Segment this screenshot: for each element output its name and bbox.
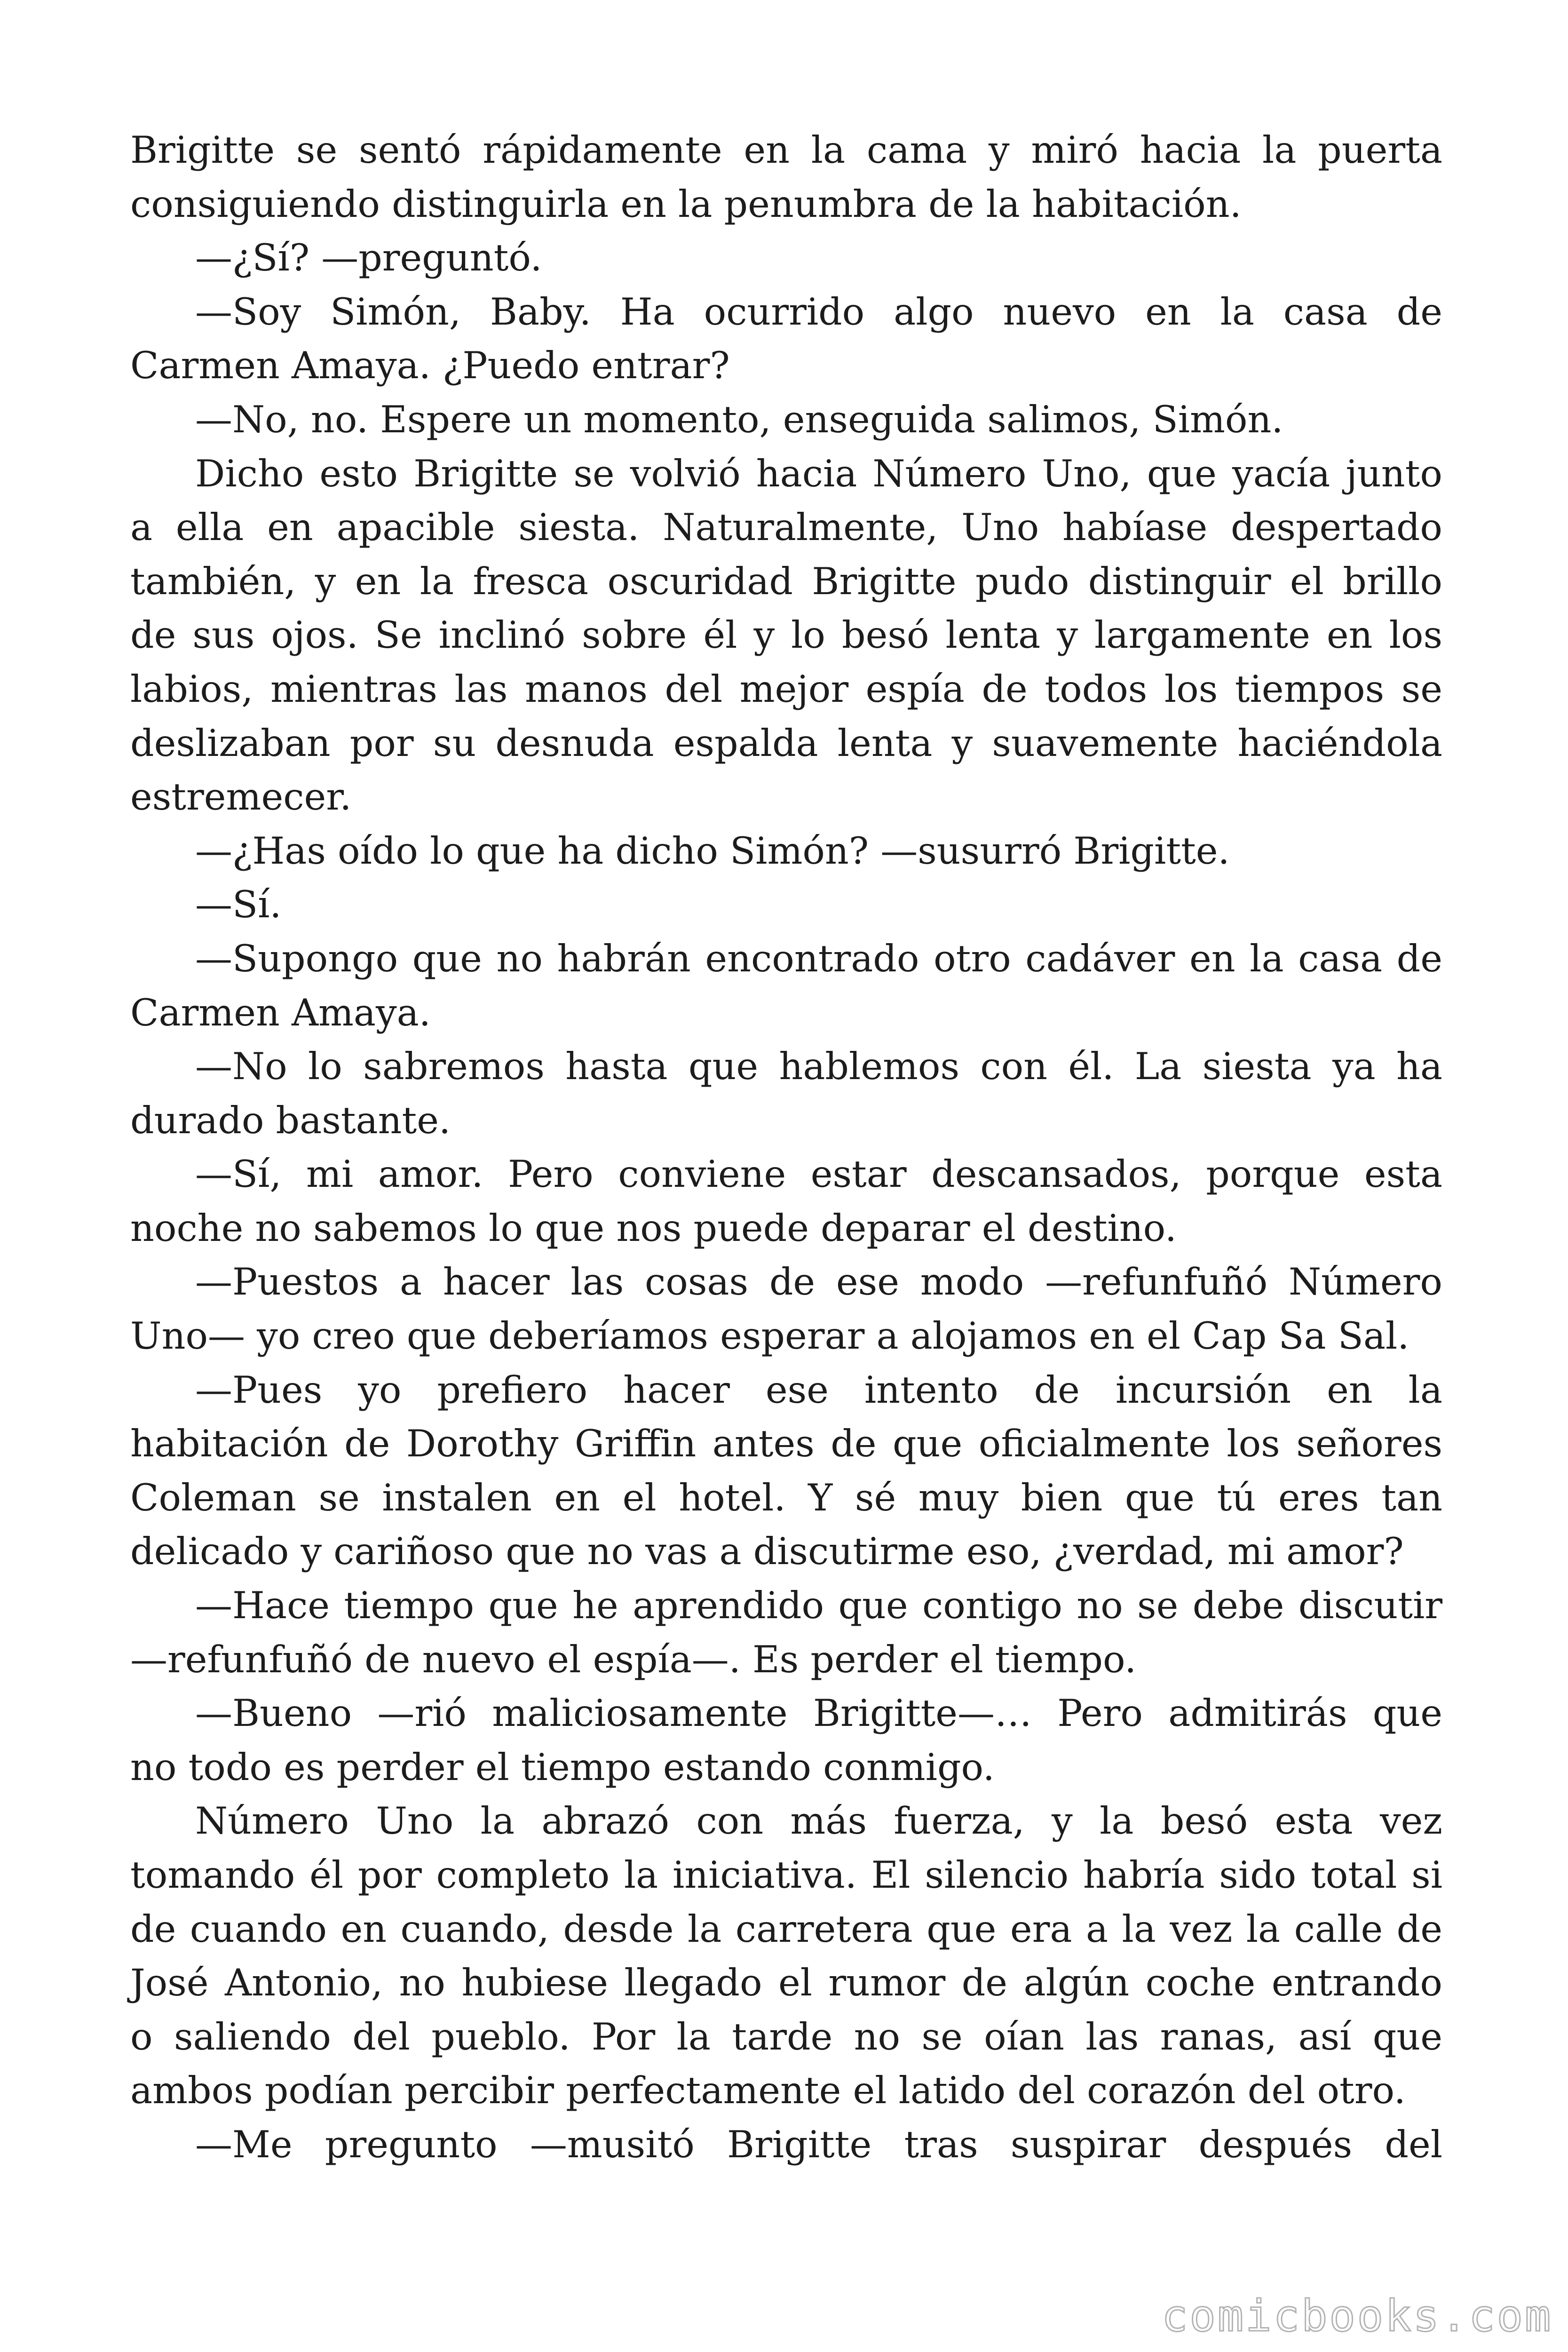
text-line: estremecer. <box>130 775 352 819</box>
text-line: —Hace tiempo que he aprendido que contigo no se debe discutir <box>195 1584 1442 1628</box>
text-line: Número Uno la abrazó con más fuerza, y la besó esta vez <box>195 1799 1442 1843</box>
text-line: labios, mientras las manos del mejor espía de todos los tiempos se <box>130 667 1442 711</box>
text-line: consiguiendo distinguirla en la penumbra de la habitación. <box>130 182 1242 226</box>
text-line: tomando él por completo la iniciativa. El silencio habría sido total si <box>130 1853 1442 1897</box>
text-line: noche no sabemos lo que nos puede deparar el destino. <box>130 1206 1177 1250</box>
text-line: —refunfuñó de nuevo el espía—. Es perder el tiempo. <box>130 1637 1137 1681</box>
text-line: de sus ojos. Se inclinó sobre él y lo besó lenta y largamente en los <box>130 613 1442 657</box>
text-line: Carmen Amaya. ¿Puedo entrar? <box>130 344 730 388</box>
book-page-text <box>130 123 1442 2172</box>
text-line: Dicho esto Brigitte se volvió hacia Número Uno, que yacía junto <box>195 452 1442 495</box>
text-line: —¿Sí? —preguntó. <box>195 236 542 280</box>
text-line: —Supongo que no habrán encontrado otro cadáver en la casa de <box>195 937 1442 980</box>
text-line: —Soy Simón, Baby. Ha ocurrido algo nuevo en la casa de <box>195 290 1442 334</box>
text-line: Uno— yo creo que deberíamos esperar a alojamos en el Cap Sa Sal. <box>130 1314 1410 1358</box>
text-line: o saliendo del pueblo. Por la tarde no se oían las ranas, así que <box>130 2015 1442 2058</box>
text-line: de cuando en cuando, desde la carretera que era a la vez la calle de <box>130 1907 1442 1951</box>
text-line: —Bueno —rió maliciosamente Brigitte—… Pero admitirás que <box>195 1692 1442 1735</box>
text-line: —No lo sabremos hasta que hablemos con él. La siesta ya ha <box>195 1045 1442 1089</box>
text-line: —¿Has oído lo que ha dicho Simón? —susurró Brigitte. <box>195 829 1230 873</box>
text-line: ambos podían percibir perfectamente el latido del corazón del otro. <box>130 2069 1406 2113</box>
text-line: a ella en apacible siesta. Naturalmente, Uno habíase despertado <box>130 506 1442 549</box>
text-line: —No, no. Espere un momento, enseguida salimos, Simón. <box>195 397 1283 441</box>
text-line: durado bastante. <box>130 1098 451 1142</box>
text-line: Carmen Amaya. <box>130 991 431 1034</box>
text-line: José Antonio, no hubiese llegado el rumor de algún coche entrando <box>130 1961 1442 2005</box>
text-line: —Puestos a hacer las cosas de ese modo —refunfuñó Número <box>195 1260 1442 1304</box>
text-line: Coleman se instalen en el hotel. Y sé muy bien que tú eres tan <box>130 1476 1442 1519</box>
text-line: delicado y cariñoso que no vas a discutirme eso, ¿verdad, mi amor? <box>130 1530 1404 1573</box>
text-line: también, y en la fresca oscuridad Brigitte pudo distinguir el brillo <box>130 559 1442 603</box>
text-line: —Sí. <box>195 883 282 927</box>
text-line: habitación de Dorothy Griffin antes de que oficialmente los señores <box>130 1422 1442 1466</box>
text-line: deslizaban por su desnuda espalda lenta y suavemente haciéndola <box>130 721 1442 765</box>
text-line: —Pues yo prefiero hacer ese intento de incursión en la <box>195 1368 1442 1412</box>
text-line: —Me pregunto —musitó Brigitte tras suspirar después del <box>195 2122 1442 2166</box>
text-line: Brigitte se sentó rápidamente en la cama y miró hacia la puerta <box>130 128 1442 172</box>
text-line: no todo es perder el tiempo estando conmigo. <box>130 1745 995 1789</box>
watermark: comicbooks.com <box>1162 2291 1553 2341</box>
text-line: —Sí, mi amor. Pero conviene estar descansados, porque esta <box>195 1152 1442 1196</box>
